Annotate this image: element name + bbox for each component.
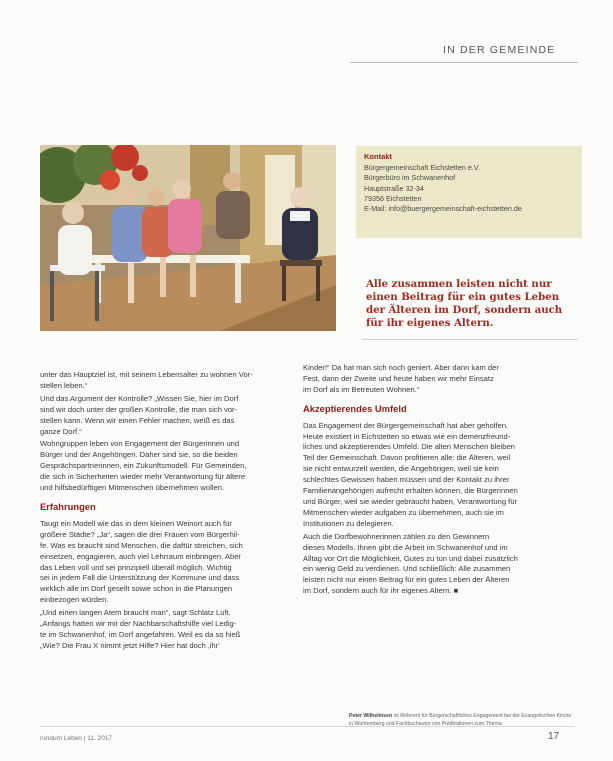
- text-line: Familienangehörigen aufrecht erhalten können, die Bürgerinnen: [303, 486, 518, 496]
- header-divider: [350, 62, 578, 63]
- text-line: unter das Hauptziel ist, mit seinem Lebensalter zu wohnen Vor-: [40, 370, 253, 379]
- contact-box: [356, 146, 582, 238]
- paragraph: [40, 608, 318, 652]
- subheading-umfeld: Akzeptierendes Umfeld: [303, 402, 407, 414]
- text-line: Mitmenschen wieder aufgaben zu übernehmen, auch sie im: [303, 507, 504, 517]
- pull-quote: Alle zusammen leisten nicht nur einen Beitrag für ein gutes Leben der Älteren im Dorf, sondern auch für ihr eigenes Altern.: [366, 278, 563, 329]
- footer-issue: rundum Leben | 11. 2017: [40, 735, 113, 742]
- text-line: „Wie? Die Frau X nimmt jetzt Hilfe? Hier hat doch ‚ihr‘: [40, 640, 220, 650]
- text-line: und Bürger, weil sie wieder gebraucht haben, Verantwortung für: [303, 496, 518, 506]
- text-line: im Dorf als im Betreuten Wohnen.“: [303, 384, 420, 394]
- text-line: te im Schwanenhof, im Dorf angefahren. Weil es da so hieß: [40, 629, 241, 639]
- text-line: wirklich alle im Dorf gesellt sowie schon in die Planungen: [40, 584, 233, 594]
- text-line: Kinder!“ Da hat man sich noch geniert. Aber dann kam der: [303, 363, 499, 372]
- text-line: Heute existiert in Eichstetten so etwas wie ein demenzfreund-: [303, 431, 511, 441]
- text-line: Und das Argument der Kontrolle? „Wissen Sie, hier im Dorf: [40, 393, 239, 403]
- page-number: 17: [548, 731, 560, 742]
- quote-divider: [362, 339, 578, 340]
- text-line: die sich in Sicherheiten wieder mehr Verantwortung für ältere: [40, 472, 246, 482]
- text-line: Teil der Gemeinschaft. Davon profitieren alle: die Älteren, weil: [303, 453, 511, 463]
- text-line: Alltag vor Ort die Möglichkeit, Gutes zu tun und dabei zusätzlich: [303, 553, 518, 563]
- text-line: „Anfangs hatten wir mit der Nachbarschaftshilfe viel Ledig-: [40, 619, 237, 629]
- group-photo: [40, 145, 336, 331]
- text-line: Fest, dann der Zweite und heute haben wir mehr Einsatz: [303, 373, 494, 383]
- text-line: schlechtes Gewissen haben müssen und der Kontakt zu ihrer: [303, 475, 510, 485]
- text-line: ein wenig Geld zu verdienen. Und schließlich: Alle zusammen: [303, 564, 511, 574]
- text-line: sind wir doch unter der großen Kontrolle, die man sich vor-: [40, 404, 238, 414]
- text-line: dieses Modells. Ihnen gibt die Arbeit im Schwanenhof und im: [303, 542, 508, 552]
- contact-line: 79356 Eichstetten: [364, 193, 422, 203]
- text-line: stellen leben.“: [40, 380, 88, 390]
- paragraph: [40, 370, 318, 392]
- paragraph: [40, 519, 318, 606]
- paragraph: [40, 439, 318, 494]
- text-line: Institutionen zu delegieren.: [303, 518, 394, 528]
- text-line: liches und akzeptierendes Umfeld. Die alten Menschen bleiben: [303, 442, 515, 452]
- contact-title: Kontakt: [364, 152, 392, 161]
- text-line: das Leben voll und sei prinzipiell überall möglich. Wichtig: [40, 562, 232, 572]
- text-line: größere Städte? „Ja“, sagen die drei Frauen vom Bürgerhil-: [40, 529, 240, 539]
- paragraph: [303, 363, 581, 396]
- text-line: stellen kann. Wenn wir einen Fehler machen, weiß es das: [40, 415, 235, 425]
- contact-email[interactable]: E-Mail: info@buergergemeinschaft-eichstetten.de: [364, 204, 522, 214]
- caption-author: Peter Wilhelmsen: [349, 713, 393, 719]
- text-line: Das Engagement der Bürgergemeinschaft hat aber geholfen.: [303, 420, 509, 430]
- text-line: einsetzen, engagieren, auch viel Lehrraum einbringen. Aber: [40, 551, 241, 561]
- subheading-erfahrungen: Erfahrungen: [40, 500, 96, 512]
- paragraph: [303, 421, 581, 530]
- text-line: Bürger und der Angehörigen. Daher sind sie, so die beiden: [40, 450, 238, 460]
- article-column-left: [40, 370, 318, 654]
- text-line: fe. Was es braucht sind Menschen, die daftür streichen, sich: [40, 540, 243, 550]
- section-header: IN DER GEMEINDE: [443, 44, 556, 56]
- text-line: Gesprächspartnerinnen, ein Zukunftsmodell. Für Gemeinden,: [40, 461, 247, 471]
- text-line: einbezogen würden.: [40, 595, 109, 605]
- contact-line: Hauptstraße 32-34: [364, 183, 424, 193]
- text-line: Auch die Dorfbewohnerinnen zählen zu den Gewinnern: [303, 531, 490, 541]
- article-column-right: [303, 363, 581, 599]
- paragraph: [40, 394, 318, 438]
- text-line: sei in jedem Fall die Unterstützung der Kommune und dass: [40, 573, 240, 583]
- caption-text: ist Referent für Bürgerschaftliches Engagement bei der Evangelischen Kirche in Württemberg und Fachbuchautor von Publikationen zum Thema.: [349, 713, 572, 727]
- text-line: Taugt ein Modell wie das in dem kleinen Weinort auch für: [40, 518, 232, 528]
- text-line: ganze Dorf.“: [40, 426, 82, 436]
- text-line: leisten nicht nur einen Beitrag für ein gutes Leben der Älteren: [303, 575, 510, 585]
- contact-line: Bürgerbüro im Schwanenhof: [364, 173, 456, 183]
- text-line: und hilfsbedürftigen Mitmenschen übernehmen wollen.: [40, 483, 225, 493]
- paragraph: [303, 532, 581, 597]
- footer-divider: [40, 726, 575, 727]
- text-line: im Dorf, sondern auch für ihr eigenes Altern. ■: [303, 586, 459, 596]
- contact-line: Bürgergemeinschaft Eichstetten e.V.: [364, 163, 480, 173]
- text-line: sie nicht entwurzelt werden, die Angehörigen, weil sie kein: [303, 464, 499, 474]
- text-line: „Und einen langen Atem braucht man“, sagt Schlatz Luft.: [40, 608, 231, 618]
- text-line: Wohngruppen leben von Engagement der Bürgerinnen und: [40, 439, 240, 449]
